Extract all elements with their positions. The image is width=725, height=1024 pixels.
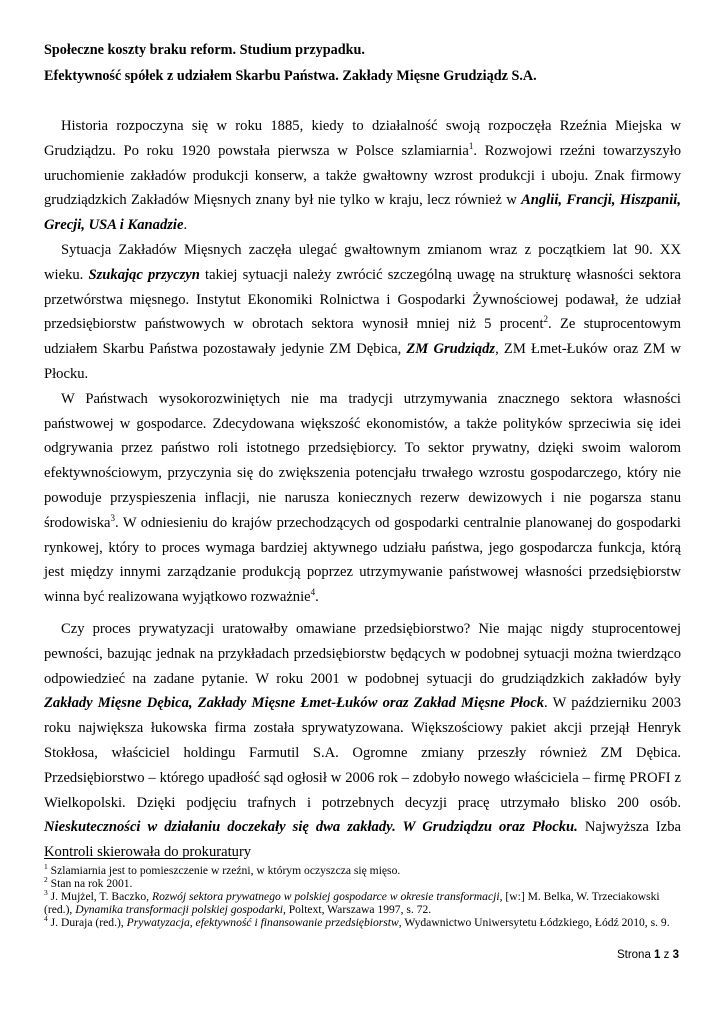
paragraph-state-ownership — [44, 387, 681, 610]
footnote-number: 2 — [44, 875, 48, 885]
text: , ZM Łmet-Łuków oraz ZM w Płocku. — [44, 341, 681, 382]
footnote-2 — [44, 877, 684, 890]
footnote-text: , [w:] M. Belka, W. Trzeciakowski (red.), — [44, 890, 660, 916]
document-subtitle: Efektywność spółek z udziałem Skarbu Państwa. Zakłady Mięsne Grudziądz S.A. — [44, 68, 537, 84]
footnote-4 — [44, 916, 684, 929]
emphasis-causes: Szukając przyczyn — [88, 266, 200, 283]
footnote-separator — [44, 858, 238, 859]
footnote-ref-3[interactable]: 3 — [110, 512, 115, 523]
text: W Państwach wysokorozwiniętych nie ma tradycji utrzymywania znacznego sektora własności państwowej w gospodarce. Zdecydowana większość ekonomistów, a także polityków sprzeciwia się idei odgrywania przez państwo roli istotnego przedsiębiorcy. To sektor prywatny, dzięki swoim walorom efektywnościowym, przyczynia się do zwiększenia potencjału trwałego wzrostu gospodarczego, który nie powoduje przyspieszenia inflacji, nie narusza koniecznych rezerw dewizowych i nie pogarsza stanu środowiska — [44, 390, 681, 531]
text: Historia rozpoczyna się w roku 1885, kiedy to działalność swoją rozpoczęła Rzeźnia Miejska w Grudziądzu. Po roku 1920 powstała pierwsza w Polsce szlamiarnia — [44, 118, 681, 159]
footnote-ref-4[interactable]: 4 — [310, 587, 316, 598]
footnote-text: , Wydawnictwo Uniwersytetu Łódzkiego, Łódź 2010, s. 9. — [398, 916, 670, 929]
text: . W odniesieniu do krajów przechodzących od gospodarki centralnie planowanej do gospodarki rynkowej, który to proces wymaga bardziej aktywnego udziału państwa, jego gospodarcza funkcja, którą jest między innymi zarządzanie produkcją poprzez utrzymywanie państwowej własności przedsiębiorstw winna być realizowana wyjątkowo rozważnie — [44, 514, 681, 606]
text: Sytuacja Zakładów Mięsnych zaczęła ulegać gwałtownym zmianom wraz z początkiem lat 90. XX wieku. — [44, 241, 681, 283]
footnote-number: 3 — [44, 888, 48, 898]
text: Najwyższa Izba Kontroli skierowała do prokuratury — [44, 819, 681, 861]
current-page: 1 — [654, 949, 661, 961]
footnote-ref-1[interactable]: 1 — [468, 140, 474, 151]
text: . Ze stuprocentowym udziałem Skarbu Państwa pozostawały jedynie ZM Dębica, — [44, 316, 681, 358]
document-body — [44, 114, 681, 865]
text: . Rozwojowi rzeźni towarzyszyło uruchomienie zakładów produkcji konserw, a także gwałtowny wzrost produkcji i uboju. Znak firmowy grudziądzkich Zakładów Mięsnych znany był nie tylko w kraju, lecz również w — [44, 142, 681, 209]
page-number — [617, 949, 679, 961]
document-title: Społeczne koszty braku reform. Studium przypadku. — [44, 42, 365, 58]
footnote-3 — [44, 890, 684, 916]
footnote-1 — [44, 864, 684, 877]
text: takiej sytuacji należy zwrócić szczególną uwagę na strukturę własności sektora przetwórstwa mięsnego. Instytut Ekonomiki Rolnictwa i Gospodarki Żywnościowej podawał, że udział przedsiębiorstw państwowych w obrotach sektora wynosił mniej niż 5 procent — [44, 266, 681, 333]
page-label: Strona — [616, 949, 655, 961]
footnote-book-title: Rozwój sektora prywatnego w polskiej gospodarce w okresie transformacji — [151, 890, 500, 903]
footnotes — [44, 864, 684, 929]
paragraph-situation — [44, 238, 681, 387]
emphasis-zm-grudziadz: ZM Grudziądz — [406, 341, 496, 358]
footnote-text: Stan na rok 2001. — [50, 877, 133, 890]
footnote-number: 1 — [44, 862, 48, 872]
text: . — [315, 589, 319, 606]
paragraph-history — [44, 114, 681, 238]
footnote-text: J. Duraja (red.), — [50, 916, 127, 929]
footnote-book-title: Dynamika transformacji polskiej gospodarki — [75, 903, 283, 916]
footnote-text: J. Mujżel, T. Baczko, — [50, 890, 152, 903]
page-separator: z — [660, 949, 673, 961]
paragraph-privatization — [44, 617, 681, 865]
text: Czy proces prywatyzacji uratowałby omawiane przedsiębiorstwo? Nie mając nigdy stuprocentowej pewności, bazując jednak na przykładach przedsiębiorstw będących w podobnej sytuacji można twierdząco odpowiedzieć na zadane pytanie. W roku 2001 w podobnej sytuacji do grudziądzkich zakładów były — [44, 620, 681, 687]
text: . W październiku 2003 roku największa łukowska firma została sprywatyzowana. Większościowy pakiet akcji przejął Henryk Stokłosa, właściciel holdingu Farmutil S.A. Ogromne zmiany przeszły również ZM Dębica. Przedsiębiorstwo – którego upadłość sąd ogłosił w 2006 rok – zdobyło nowego właściciela – firmę PROFI z Wielkopolski. Dzięki podjęciu trafnych i potrzebnych decyzji pracę utrzymało blisko 200 osób. — [44, 695, 681, 811]
footnote-book-title: Prywatyzacja, efektywność i finansowanie przedsiębiorstw — [126, 916, 399, 929]
footnote-text: Szlamiarnia jest to pomieszczenie w rzeźni, w którym oczyszcza się mięso. — [50, 864, 401, 877]
footnote-number: 4 — [44, 914, 48, 924]
footnote-ref-2[interactable]: 2 — [543, 314, 549, 325]
emphasis-ineffectiveness: Nieskuteczności w działaniu doczekały się dwa zakłady. W Grudziądzu oraz Płocku. — [44, 819, 578, 836]
text: . — [183, 217, 188, 234]
footnote-text: , Poltext, Warszawa 1997, s. 72. — [282, 903, 432, 916]
emphasis-plants: Zakłady Mięsne Dębica, Zakłady Mięsne Łmet-Łuków oraz Zakład Mięsne Płock — [44, 695, 545, 712]
total-pages: 3 — [672, 949, 679, 961]
emphasis-countries: Anglii, Francji, Hiszpanii, Grecji, USA i Kanadzie — [44, 192, 681, 234]
